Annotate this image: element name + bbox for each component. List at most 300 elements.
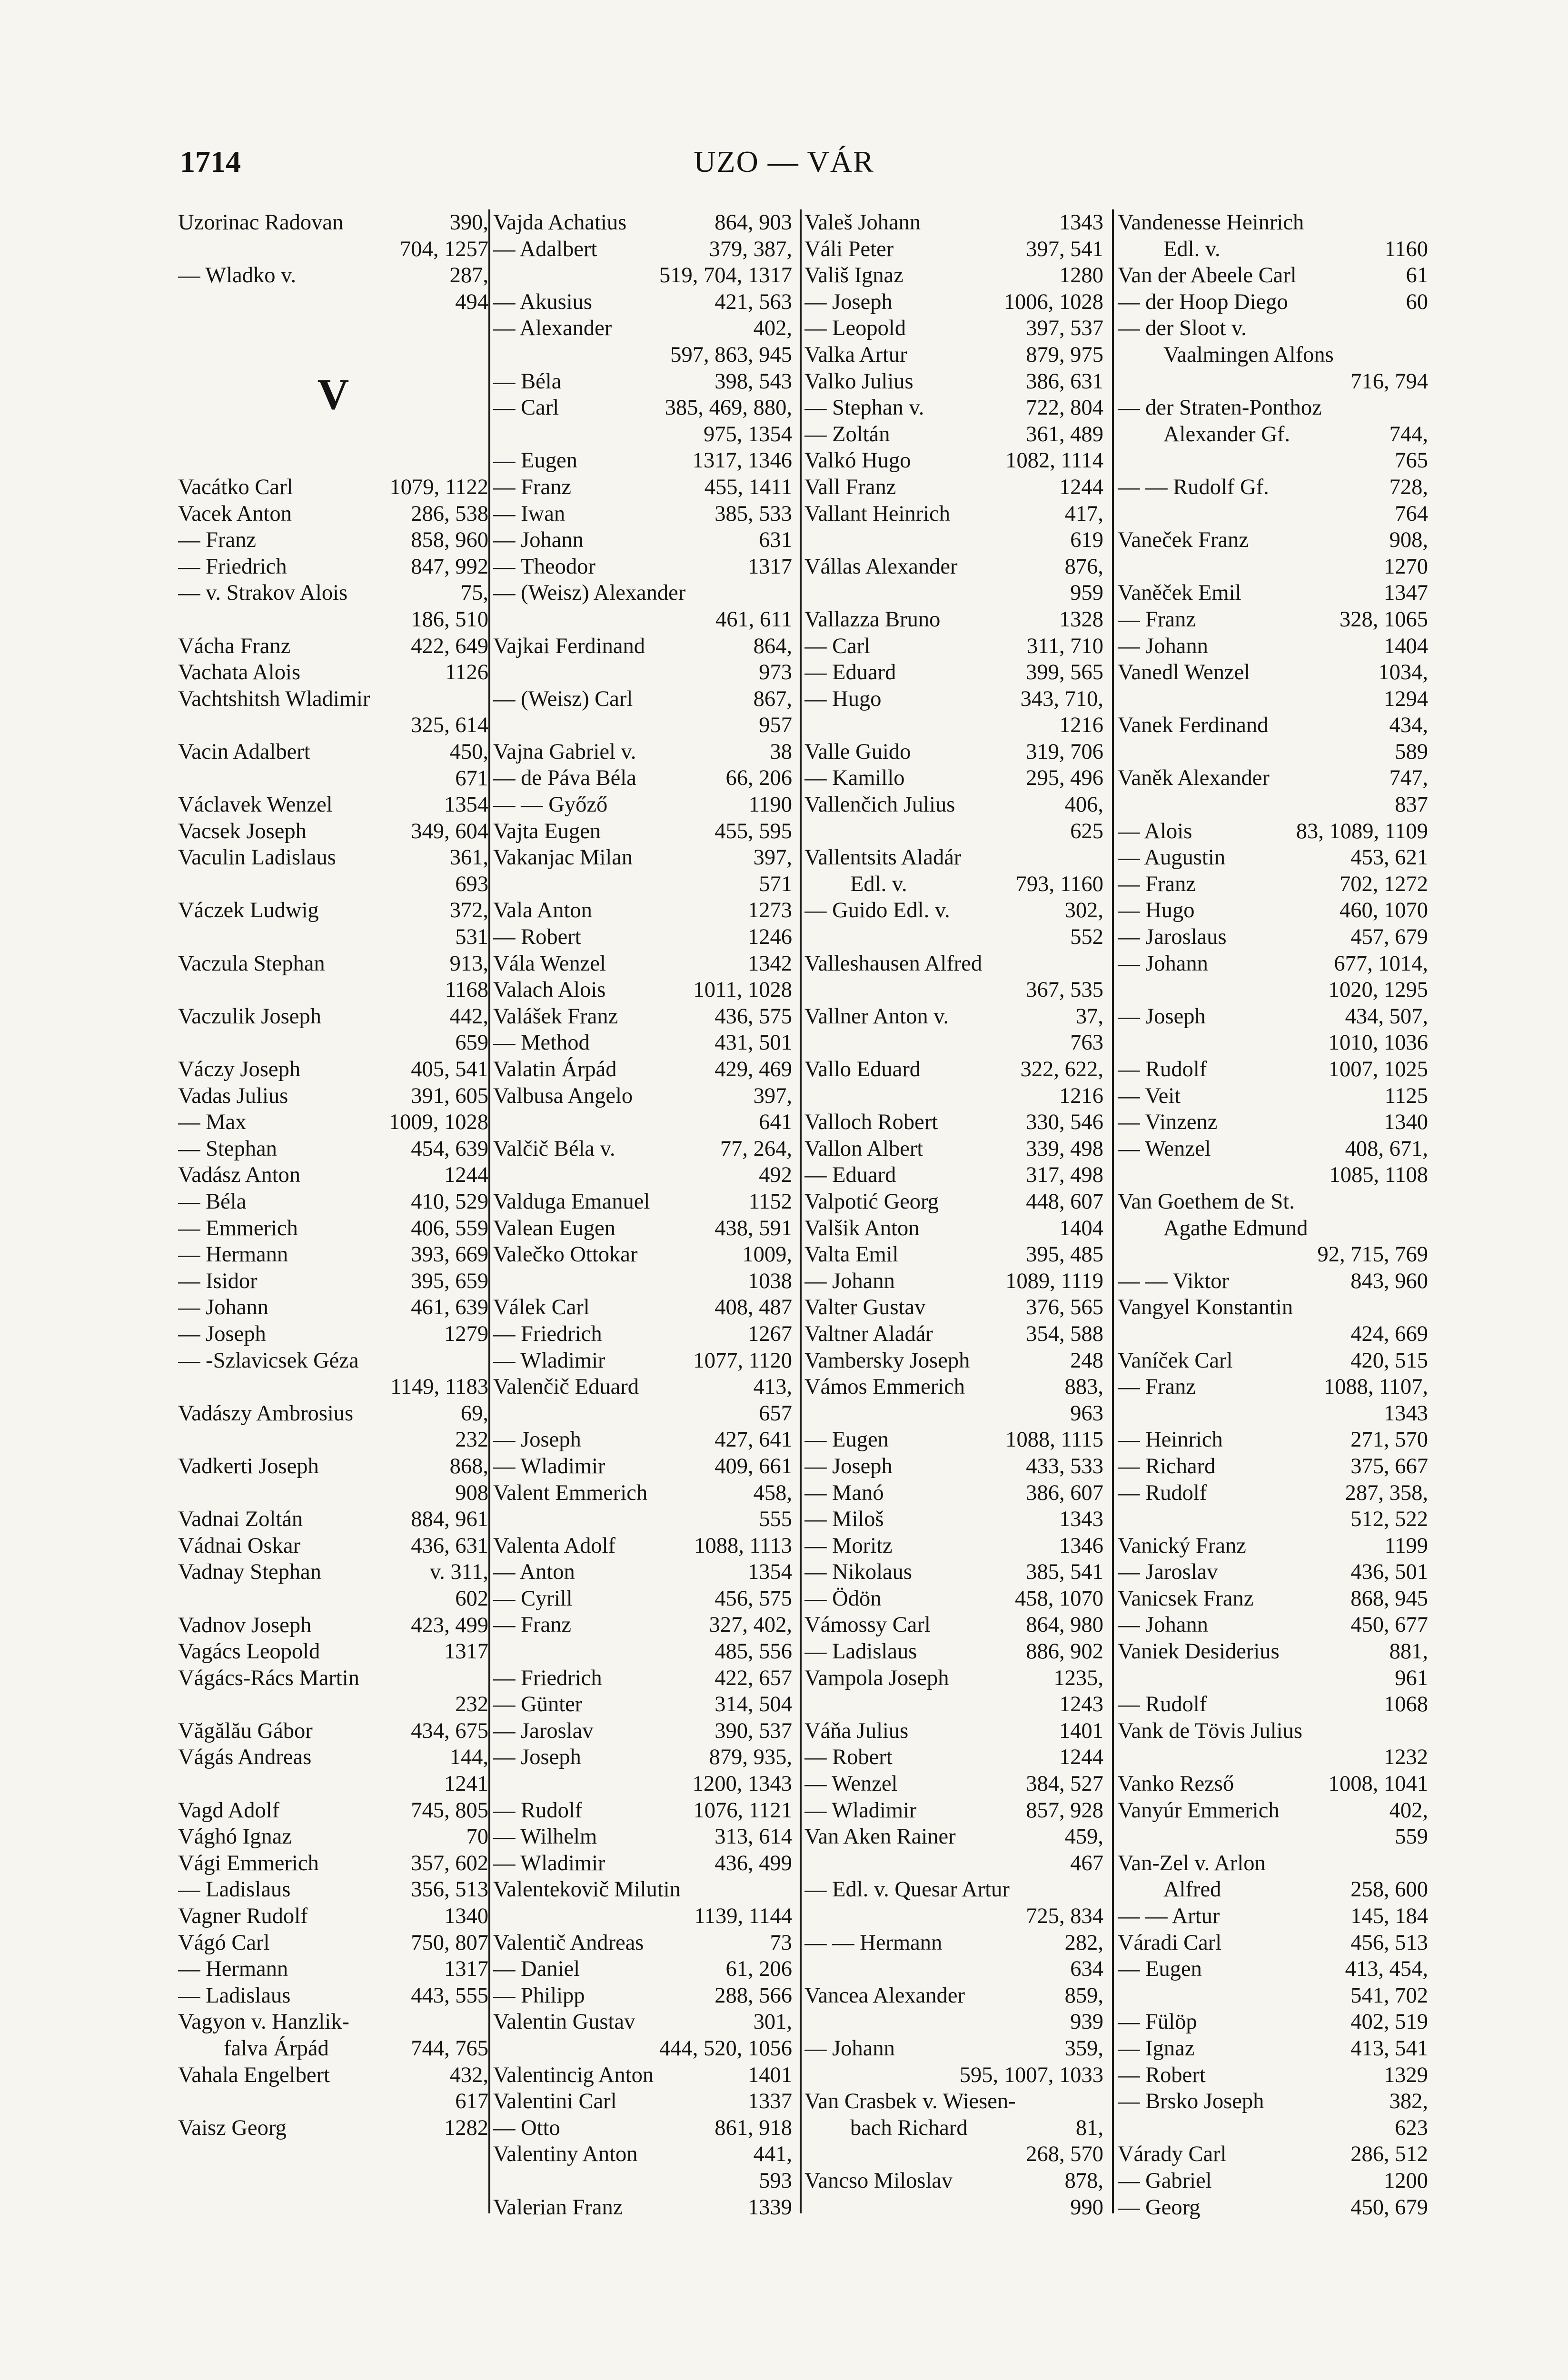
index-entry [1118, 1612, 1428, 1638]
entry-name: — Johann [178, 1295, 268, 1320]
entry-pages: 512, 522 [1350, 1507, 1428, 1532]
entry-pages: 456, 575 [715, 1586, 792, 1611]
entry-name: Vadnov Joseph [178, 1613, 312, 1637]
entry-pages: 1088, 1107, [1323, 1375, 1428, 1399]
entry-pages: 61 [1406, 263, 1428, 288]
index-entry [804, 977, 1103, 1003]
entry-pages: 268, 570 [1026, 2142, 1103, 2167]
index-entry [493, 474, 792, 501]
entry-name: Vágács-Rács Martin [178, 1666, 359, 1690]
entry-pages: 375, 667 [1350, 1454, 1428, 1478]
entry-pages [1100, 844, 1103, 871]
entry-pages: 395, 485 [1026, 1242, 1103, 1267]
index-entry [1118, 1771, 1428, 1797]
entry-pages: 677, 1014, [1334, 951, 1428, 976]
entry-pages: 1273 [748, 898, 792, 923]
entry-name: — Vinzenz [1118, 1110, 1218, 1135]
entry-name: Valter Gustav [804, 1295, 926, 1320]
index-entry [1118, 871, 1428, 898]
entry-name: — Ladislaus [804, 1639, 917, 1664]
entry-pages: 397, 537 [1026, 316, 1103, 341]
entry-name: — Eugen [804, 1428, 889, 1452]
entry-pages: 330, 546 [1026, 1110, 1103, 1135]
entry-name: Vangyel Konstantin [1118, 1295, 1293, 1320]
entry-pages: 354, 588 [1026, 1321, 1103, 1346]
entry-pages: 884, 961 [411, 1507, 488, 1532]
entry-pages: 571 [759, 872, 792, 896]
index-entry [493, 633, 792, 660]
entry-pages [1424, 1850, 1428, 1877]
index-entry [178, 1162, 488, 1189]
entry-pages: 421, 563 [715, 289, 792, 314]
index-entry [1118, 1294, 1428, 1321]
entry-name: Vampola Joseph [804, 1666, 949, 1690]
entry-pages: 456, 513 [1350, 1930, 1428, 1955]
index-entry [804, 1400, 1103, 1427]
index-entry [1118, 633, 1428, 660]
index-column-3 [804, 209, 1103, 2221]
entry-pages: 448, 607 [1026, 1189, 1103, 1214]
entry-name: Vagács Leopold [178, 1639, 320, 1664]
entry-pages: 657 [759, 1401, 792, 1426]
entry-pages: 301, [753, 2010, 792, 2034]
entry-pages: 1340 [444, 1904, 488, 1929]
entry-pages: 745, 805 [411, 1798, 488, 1823]
entry-name: — — Győző [493, 793, 608, 817]
index-entry [804, 1956, 1103, 1983]
entry-pages: 625 [1070, 819, 1103, 843]
entry-pages: 81, [1075, 2115, 1103, 2140]
entry-name: Vagner Rudolf [178, 1904, 308, 1929]
index-entry [178, 289, 488, 316]
entry-pages: 1267 [748, 1321, 792, 1346]
index-entry [804, 580, 1103, 606]
index-entry [804, 315, 1103, 342]
entry-name: — Carl [804, 634, 871, 658]
index-column-4 [1118, 209, 1428, 2221]
column-divider [1112, 209, 1114, 2213]
index-entry [1118, 1427, 1428, 1453]
index-entry [493, 1612, 792, 1638]
index-entry [804, 1480, 1103, 1507]
index-entry [804, 2009, 1103, 2035]
index-entry [178, 1189, 488, 1215]
entry-name: bach Richard [850, 2115, 968, 2140]
entry-name: — Zoltán [804, 422, 890, 446]
entry-name: — Philipp [493, 1983, 585, 2008]
index-entry [804, 501, 1103, 527]
entry-pages: 973 [759, 660, 792, 685]
index-entry [493, 2088, 792, 2115]
entry-name: — — Hermann [804, 1930, 943, 1955]
entry-pages: 433, 533 [1026, 1454, 1103, 1478]
entry-pages: 1009, 1028 [388, 1110, 488, 1135]
index-entry [493, 1983, 792, 2009]
entry-name: Valerian Franz [493, 2195, 623, 2220]
index-entry [804, 1771, 1103, 1797]
entry-pages [1100, 1876, 1103, 1903]
entry-pages: 444, 520, 1056 [659, 2036, 792, 2061]
entry-pages: 390, [449, 210, 488, 235]
entry-pages: 408, 487 [715, 1295, 792, 1320]
entry-pages: 1404 [1059, 1216, 1103, 1240]
entry-name: — Johann [1118, 951, 1208, 976]
entry-pages: 372, [449, 898, 488, 923]
entry-pages: 1235, [1053, 1666, 1103, 1690]
entry-pages: 386, 631 [1026, 369, 1103, 394]
entry-pages: 1340 [1384, 1110, 1428, 1135]
index-entry [178, 1956, 488, 1983]
entry-pages: 1200, 1343 [692, 1772, 792, 1796]
entry-pages: v. 311, [429, 1560, 488, 1585]
index-entry [493, 1030, 792, 1056]
index-entry [178, 1083, 488, 1110]
entry-name: Valtner Aladár [804, 1321, 933, 1346]
index-entry [493, 1480, 792, 1507]
entry-pages: 391, 605 [411, 1083, 488, 1108]
index-entry [804, 818, 1103, 845]
index-entry [1118, 1506, 1428, 1533]
entry-name: Valentincig Anton [493, 2063, 654, 2087]
index-entry [178, 1056, 488, 1083]
entry-pages: 1354 [748, 1560, 792, 1585]
index-entry [493, 977, 792, 1003]
entry-pages: 1152 [748, 1189, 792, 1214]
index-entry [178, 1506, 488, 1533]
entry-name: Vanicsek Franz [1118, 1586, 1254, 1611]
entry-pages: 747, [1389, 766, 1428, 791]
index-entry [1118, 1930, 1428, 1956]
index-entry [493, 924, 792, 951]
entry-name: Vahala Engelbert [178, 2063, 330, 2087]
entry-name: Vaczulik Joseph [178, 1004, 321, 1029]
index-entry [178, 1691, 488, 1718]
entry-name: — Manó [804, 1480, 884, 1505]
index-entry [493, 844, 792, 871]
index-entry [178, 659, 488, 686]
index-entry [178, 2035, 488, 2062]
entry-name: Valta Emil [804, 1242, 899, 1267]
entry-pages: 864, [753, 634, 792, 658]
index-entry [804, 1109, 1103, 1136]
entry-name: Valenčič Eduard [493, 1375, 639, 1399]
index-entry [804, 897, 1103, 924]
index-entry [178, 236, 488, 263]
entry-pages: 271, 570 [1350, 1428, 1428, 1452]
index-entry [493, 289, 792, 316]
entry-pages: 908, [1389, 528, 1428, 553]
entry-name: Edl. v. [850, 872, 907, 896]
entry-name: Valean Eugen [493, 1216, 615, 1240]
entry-name: Vank de Tövis Julius [1118, 1718, 1302, 1743]
entry-pages: 1317 [444, 1957, 488, 1982]
entry-pages: 617 [455, 2089, 488, 2114]
index-column-1 [178, 209, 488, 2141]
entry-pages: 1317, 1346 [692, 448, 792, 473]
entry-name: — Johann [1118, 1613, 1208, 1637]
entry-name: — Günter [493, 1692, 583, 1717]
index-entry [804, 1744, 1103, 1771]
entry-pages: 376, 565 [1026, 1295, 1103, 1320]
entry-pages: 763 [1070, 1031, 1103, 1055]
entry-name: Vallazza Bruno [804, 607, 941, 632]
entry-pages: 1125 [1384, 1083, 1428, 1108]
entry-pages: 1401 [748, 2063, 792, 2087]
entry-pages: 399, 565 [1026, 660, 1103, 685]
entry-name: — Eugen [1118, 1957, 1202, 1982]
entry-pages: 1088, 1115 [1005, 1428, 1103, 1452]
entry-pages: 450, [449, 739, 488, 764]
index-entry [493, 1533, 792, 1559]
index-entry [804, 1506, 1103, 1533]
entry-pages [1424, 209, 1428, 236]
index-entry [178, 1400, 488, 1427]
index-entry [804, 871, 1103, 898]
index-entry [493, 1400, 792, 1427]
entry-pages: 402, 519 [1350, 2010, 1428, 2034]
entry-name: — Guido Edl. v. [804, 898, 950, 923]
index-entry [1118, 606, 1428, 633]
entry-pages: 1168 [445, 978, 488, 1002]
entry-name: Valpotić Georg [804, 1189, 939, 1214]
entry-name: — de Páva Béla [493, 766, 636, 791]
entry-pages: 859, [1064, 1983, 1103, 2008]
entry-name: Vállas Alexander [804, 554, 958, 579]
entry-pages: 38 [770, 739, 792, 764]
entry-pages: 750, 807 [411, 1930, 488, 1955]
entry-name: — Eduard [804, 660, 896, 685]
entry-name: Vadnai Zoltán [178, 1507, 303, 1532]
entry-name: — (Weisz) Alexander [493, 581, 686, 605]
entry-name: Vajta Eugen [493, 819, 601, 843]
entry-pages: 963 [1070, 1401, 1103, 1426]
entry-pages: 641 [759, 1110, 792, 1135]
entry-pages: 311, 710 [1026, 634, 1103, 658]
entry-name: — Fülöp [1118, 2010, 1197, 2034]
entry-pages [788, 580, 792, 606]
entry-pages: 1200 [1384, 2168, 1428, 2193]
entry-pages: 631 [759, 528, 792, 553]
entry-name: — Theodor [493, 554, 595, 579]
entry-pages: 1068 [1384, 1692, 1428, 1717]
entry-pages: 395, 659 [411, 1269, 488, 1293]
index-entry [493, 315, 792, 342]
index-entry [1118, 1533, 1428, 1559]
page-number: 1714 [180, 145, 241, 178]
entry-pages: 397, 541 [1026, 237, 1103, 261]
index-entry [1118, 1638, 1428, 1665]
index-entry [493, 1665, 792, 1692]
index-entry [804, 1983, 1103, 2009]
entry-name: — Béla [178, 1190, 247, 1214]
entry-pages: 359, [1064, 2036, 1103, 2061]
entry-name: — Johann [804, 1269, 895, 1293]
entry-name: Vallo Eduard [804, 1057, 921, 1081]
entry-pages: 555 [759, 1507, 792, 1532]
entry-pages: 868, 945 [1350, 1586, 1428, 1611]
index-entry [493, 1003, 792, 1030]
entry-name: — v. Strakov Alois [178, 581, 348, 605]
index-entry [804, 395, 1103, 421]
entry-name: Váczy Joseph [178, 1057, 300, 1082]
entry-pages [1100, 951, 1103, 977]
entry-pages: 793, 1160 [1015, 872, 1103, 896]
entry-name: — Robert [1118, 2063, 1206, 2087]
index-entry [493, 1162, 792, 1189]
index-entry [804, 765, 1103, 792]
entry-name: — Joseph [1118, 1004, 1206, 1029]
entry-pages: 1011, 1028 [693, 978, 792, 1002]
entry-name: — Hermann [178, 1957, 288, 1982]
entry-name: Válek Carl [493, 1295, 590, 1320]
entry-name: — Franz [178, 528, 256, 553]
entry-pages [1424, 395, 1428, 421]
entry-name: — Rudolf [1118, 1480, 1207, 1505]
entry-pages: 434, 675 [411, 1718, 488, 1743]
entry-pages: 382, [1389, 2089, 1428, 2114]
entry-name: Vajkai Ferdinand [493, 634, 645, 658]
entry-pages: 410, 529 [411, 1190, 488, 1214]
entry-pages: 704, 1257 [400, 237, 488, 261]
entry-pages [485, 1348, 488, 1374]
entry-pages: 248 [1070, 1348, 1103, 1373]
index-entry [493, 2009, 792, 2035]
index-entry [1118, 342, 1428, 368]
entry-pages: 450, 677 [1350, 1613, 1428, 1637]
entry-pages: 837 [1395, 793, 1428, 817]
entry-name: — Otto [493, 2115, 560, 2140]
entry-name: Váczek Ludwig [178, 898, 319, 923]
index-entry [1118, 765, 1428, 792]
index-entry [493, 951, 792, 977]
entry-pages: 1270 [1384, 554, 1428, 579]
entry-pages: 519, 704, 1317 [659, 263, 792, 288]
index-entry [178, 1983, 488, 2009]
entry-pages: 764 [1395, 501, 1428, 526]
entry-pages: 879, 975 [1026, 342, 1103, 367]
index-entry [1118, 2088, 1428, 2115]
entry-name: Vanický Franz [1118, 1533, 1246, 1558]
entry-pages [788, 1876, 792, 1903]
index-entry [1118, 1056, 1428, 1083]
index-entry [804, 1374, 1103, 1400]
entry-pages: 1329 [1384, 2063, 1428, 2087]
entry-name: — Method [493, 1031, 590, 1055]
index-entry [178, 1453, 488, 1480]
index-entry [1118, 421, 1428, 448]
entry-pages: 413, [753, 1375, 792, 1399]
entry-pages: 325, 614 [411, 713, 488, 738]
entry-pages: 287, [449, 263, 488, 288]
index-entry [804, 1638, 1103, 1665]
index-entry [178, 1559, 488, 1586]
index-entry [804, 844, 1103, 871]
entry-name: Vandenesse Heinrich [1118, 210, 1304, 235]
index-entry [493, 739, 792, 765]
entry-name: Vanyúr Emmerich [1118, 1798, 1280, 1823]
entry-pages: 313, 614 [715, 1825, 792, 1849]
index-entry [178, 977, 488, 1003]
entry-pages: 939 [1070, 2010, 1103, 2034]
entry-pages: 406, [1064, 793, 1103, 817]
index-entry [493, 897, 792, 924]
entry-name: Valloch Robert [804, 1110, 938, 1135]
index-entry [1118, 1241, 1428, 1268]
index-entry [1118, 1691, 1428, 1718]
index-entry [1118, 1983, 1428, 2009]
entry-name: Vallant Heinrich [804, 501, 951, 526]
entry-name: Vácha Franz [178, 634, 291, 658]
entry-name: Valšik Anton [804, 1216, 920, 1240]
index-entry [493, 1427, 792, 1453]
index-entry [178, 527, 488, 554]
entry-pages: 83, 1089, 1109 [1296, 819, 1428, 843]
entry-name: Valka Artur [804, 342, 907, 367]
index-entry [804, 659, 1103, 686]
entry-pages: 1076, 1121 [693, 1798, 792, 1823]
entry-pages: 728, [1389, 475, 1428, 499]
entry-pages: 1160 [1384, 237, 1428, 261]
index-entry [1118, 1718, 1428, 1745]
entry-name: — Cyrill [493, 1586, 573, 1611]
entry-pages: 432, [449, 2063, 488, 2087]
entry-pages: 385, 469, 880, [665, 396, 792, 420]
entry-pages: 858, 960 [411, 528, 488, 553]
entry-pages: 357, 602 [411, 1851, 488, 1875]
index-entry [1118, 1374, 1428, 1400]
entry-pages: 1034, [1378, 660, 1428, 685]
entry-pages: 1010, 1036 [1328, 1031, 1428, 1055]
entry-pages: 1020, 1295 [1328, 978, 1428, 1002]
entry-pages [1424, 1215, 1428, 1242]
entry-pages: 397, [753, 845, 792, 870]
index-entry [493, 792, 792, 818]
index-entry [1118, 1030, 1428, 1056]
entry-name: — Friedrich [178, 554, 287, 579]
index-entry [1118, 739, 1428, 765]
entry-name: — Augustin [1118, 845, 1226, 870]
entry-name: — Moritz [804, 1533, 893, 1558]
entry-name: — Béla [493, 369, 562, 394]
index-entry [1118, 1453, 1428, 1480]
entry-name: Vallenčich Julius [804, 793, 955, 817]
entry-pages: 343, 710, [1020, 686, 1103, 711]
entry-pages: 409, 661 [715, 1454, 792, 1478]
entry-pages: 1244 [444, 1163, 488, 1188]
entry-pages: 1244 [1059, 1745, 1103, 1770]
entry-pages: 422, 657 [715, 1666, 792, 1690]
index-entry [804, 739, 1103, 765]
index-entry [804, 262, 1103, 289]
index-entry [1118, 897, 1428, 924]
entry-pages: 1232 [1384, 1745, 1428, 1770]
entry-name: Valentič Andreas [493, 1930, 644, 1955]
entry-name: — — Artur [1118, 1904, 1220, 1928]
index-entry [178, 2062, 488, 2089]
entry-name: — Veit [1118, 1083, 1181, 1108]
entry-name: — Wladimir [804, 1798, 917, 1823]
entry-name: — Akusius [493, 289, 593, 314]
index-entry [493, 1056, 792, 1083]
index-entry [493, 1348, 792, 1374]
entry-pages: 423, 499 [411, 1613, 488, 1637]
index-entry [1118, 818, 1428, 845]
entry-name: — Stephan [178, 1136, 277, 1161]
index-entry [1118, 236, 1428, 263]
entry-name: Van Crasbek v. Wiesen- [804, 2089, 1016, 2114]
entry-pages: 492 [759, 1163, 792, 1188]
entry-name: Valenta Adolf [493, 1533, 615, 1558]
